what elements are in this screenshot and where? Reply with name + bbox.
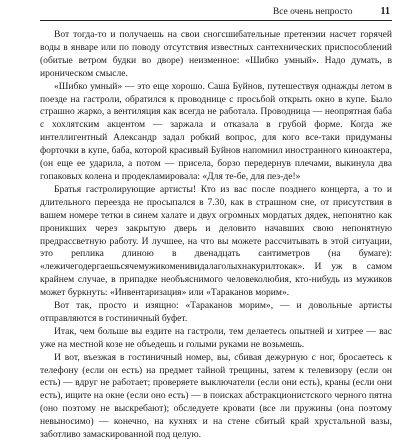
paragraph: И вот, въезжая в гостиничный номер, вы, сбивая дежурную с ног, бросаетесь к телефону (если он есть) на предмет тайной трещины, затем к телевизору (если он есть) — вдруг не работает; проверяете выключатели (если они есть), краны (если они есть), ищите на окне (если оно есть) — в поисках абстракционистского черного пятна (оно поэтому не выскребают); обследуете кровати (все ли пружины (она поэтому невыносимо) — конечно, на кухнях и на стене сбитый край хрустальной вазы, заботливо замаскированной под целую. [40,351,392,441]
header-rule [40,20,392,21]
paragraph: Итак, чем больше вы ездите на гастроли, тем делаетесь опытней и хитрее — вас уже на местной козе не объедешь и голыми руками не возьмешь. [40,325,392,350]
paragraph: Вот так, просто и изящно: «Тараканов морим», — и довольные артисты отправляются в гостиничный буфет. [40,300,392,324]
body-text [40,29,392,442]
paragraph: Братья гастролирующие артисты! Кто из вас после позднего концерта, а то и длительного переезда не просыпался в 7.30, как в страшном сне, от присутствия в вашем номере тетки в синем халате и двух огромных мордатых дядек, непонятно как проникших через закрытую дверь и деловито начавших свою непонятную предрассветную работу. И лучшее, на что вы можете рассчитывать в этой ситуации, это реплика длиною в двенадцать сантиметров (на бумаге): «лежичегодергаешьсячемужикоменивидалаголыхнакурилтокак». И уж в самом крайнем случае, в припадке необъяснимого человеколюбия, кто-нибудь из мужиков может буркнуть: «Инвентаризация» или «Тараканов морим». [40,183,392,299]
page-number: 11 [380,6,390,17]
running-head [40,6,392,18]
running-title: Все очень непросто [272,7,353,17]
paragraph: Вот тогда-то и получаешь на свои сногсшибательные претензии насчет горячей воды в январе или по поводу отсутствия известных сантехнических приспособлений (обитые ветром будки во дворе) неизменное: «Шибко умный». Надо думать, в ироническом смысле. [40,29,392,79]
paragraph: «Шибко умный» — это еще хорошо. Саша Буйнов, путешествуя однажды летом в поезде на гастроли, обратился к проводнице с просьбой открыть окно в купе. Было страшно жарко, а вентиляция как всегда не работала. Проводница — неопрятная баба с хохлятским акцентом — заржала и отказала в грубой форме. Когда же интеллигентный Александр задал робкий вопрос, для кого все-таки придуманы форточки в купе, баба, которой красивый Буйнов напомнил иностранного киноактера, (он еще ее ударила, а потом — присела, борзо передернув плечами, выкинула два гопаковых колена и продекламировала: «Для те-бе, для пез-де!» [40,80,392,182]
